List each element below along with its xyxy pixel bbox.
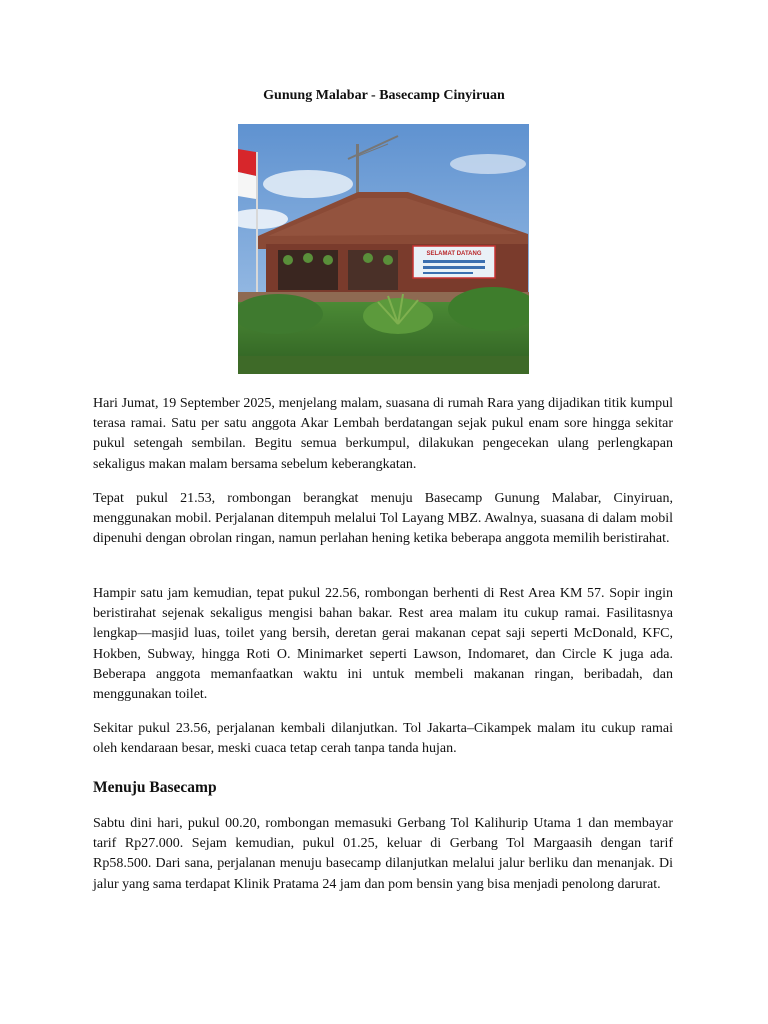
cloud bbox=[263, 170, 353, 198]
sign-text: SELAMAT DATANG bbox=[426, 251, 482, 257]
paragraph: Sabtu dini hari, pukul 00.20, rombongan memasuki Gerbang Tol Kalihurip Utama 1 dan membayar tarif Rp27.000. Sejam kemudian, pukul 01.25, keluar di Gerbang Tol Margaasih dengan tarif Rp58.500. Dari sana, perjalanan menuju basecamp dilanjutkan melalui jalur berliku dan menanjak. Di jalur yang sama terdapat Klinik Pratama 24 jam dan pom bensin yang bisa menjadi penolong darurat. bbox=[93, 816, 673, 892]
paragraph: Tepat pukul 21.53, rombongan berangkat menuju Basecamp Gunung Malabar, Cinyiruan, menggunakan mobil. Perjalanan ditempuh melalui Tol Layang MBZ. Awalnya, suasana di dalam mobil dipenuhi dengan obrolan ringan, namun perlahan hening ketika beberapa anggota memilih beristirahat. bbox=[93, 491, 673, 547]
flag-red bbox=[238, 149, 256, 176]
paragraph: Sekitar pukul 23.56, perjalanan kembali dilanjutkan. Tol Jakarta–Cikampek malam itu cukup ramai oleh kendaraan besar, meski cuaca tetap cerah tanpa tanda hujan. bbox=[93, 721, 673, 757]
cloud bbox=[450, 154, 526, 174]
page-title: Gunung Malabar - Basecamp Cinyiruan bbox=[263, 88, 505, 103]
flag-white bbox=[238, 172, 256, 199]
paragraph: Hari Jumat, 19 September 2025, menjelang malam, suasana di rumah Rara yang dijadikan titik kumpul terasa ramai. Satu per satu anggota Akar Lembah berdatangan sejak pukul enam sore hingga sekitar pukul setengah sembilan. Begitu semua berkumpul, dilakukan pengecekan ulang perlengkapan sekaligus makan malam bersama sebelum keberangkatan. bbox=[93, 396, 673, 472]
bush bbox=[363, 298, 433, 334]
paragraph: Hampir satu jam kemudian, tepat pukul 22.56, rombongan berhenti di Rest Area KM 57. Sopir ingin beristirahat sejenak sekaligus mengisi bahan bakar. Rest area malam itu cukup ramai. Fasilitasnya lengkap—masjid luas, toilet yang bersih, deretan gerai makanan cepat saji seperti McDonald, KFC, Hokben, Subway, hingga Roti O. Minimarket seperti Lawson, Indomaret, dan Circle K juga ada. Beberapa anggota memanfaatkan waktu ini untuk membeli makanan ringan, beribadah, dan menggunakan toilet. bbox=[93, 586, 673, 703]
basecamp-house-photo bbox=[238, 124, 529, 374]
section-heading: Menuju Basecamp bbox=[93, 779, 217, 796]
